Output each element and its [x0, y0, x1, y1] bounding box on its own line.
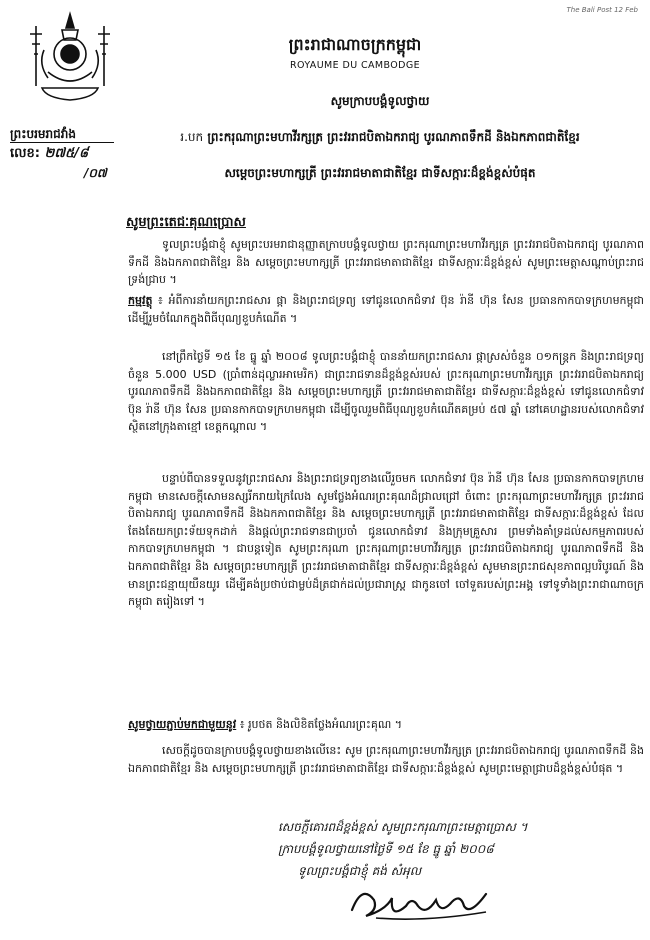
closing-line-1: សេចក្តីគោរពដ៏ខ្ពង់ខ្ពស់ សូមព្រះករុណាព្រះមេត្តាប្រោស ។ [278, 820, 528, 834]
attachment-line [128, 716, 644, 734]
attachment-text: ៖ រូបថត និងលិខិតថ្លែងអំណរព្រះគុណ ។ [239, 718, 403, 731]
reference-label: លេខ: [10, 146, 40, 161]
address-royal-titles: ព្រះករុណាព្រះមហាវីរក្សត្រ ព្រះវររាជបិតាឯករាជ្យ បូរណភាពទឹកដី និងឯកភាពជាតិខ្មែរ [207, 130, 580, 144]
salutation: សូមព្រះតេជៈគុណប្រោស [126, 215, 246, 230]
address-line-3: សម្តេចព្រះមហាក្សត្រី ព្រះវររាជមាតាជាតិខ្មែរ ជាទីសក្ការៈដ៏ខ្ពង់ខ្ពស់បំផុត [224, 166, 536, 180]
attachment-label: សូមថ្វាយភ្ជាប់មកជាមួយនូវ [128, 718, 237, 731]
corner-note: The Bali Post 12 Feb [566, 6, 638, 14]
object-paragraph [128, 292, 644, 327]
object-text: ៖ អំពីការនាំយកព្រះរាជសារ ផ្កា និងព្រះរាជទ្រព្យ ទៅជូនលោកជំទាវ ប៊ុន រ៉ានី ហ៊ុន សែន ប្រធានកាកបាទក្រហមកម្ពុជា ដើម្បីរួមចំណែកក្នុងពិធីបុណ្យខួបកំណើត ។ [128, 294, 644, 325]
reference-subnumber: /០៧ [84, 166, 107, 180]
closing-date-line: ក្រាបបង្គំទូលថ្វាយនៅថ្ងៃទី ១៥ ខែ ធ្នូ ឆ្នាំ ២០០៨ [278, 842, 494, 856]
body-paragraph-1: នៅព្រឹកថ្ងៃទី ១៥ ខែ ធ្នូ ឆ្នាំ ២០០៨ ទូលព្រះបង្គំជាខ្ញុំ បាននាំយកព្រះរាជសារ ផ្កាស្រស់ចំនួន ០១កន្ត្រក និងព្រះរាជទ្រព្យ ចំនួន 5.000 USD (ប្រាំពាន់ដុល្លារអាមេរិក) ជាព្រះរាជទានដ៏ខ្ពង់ខ្ពស់របស់ ព្រះករុណាព្រះមហាវីរក្សត្រ ព្រះវររាជបិតាឯករាជ្យ បូរណភាពទឹកដី និងឯកភាពជាតិខ្មែរ និង សម្តេចព្រះមហាក្សត្រី ព្រះវររាជមាតាជាតិខ្មែរ ជាទីសក្ការៈដ៏ខ្ពង់ខ្ពស់ ទៅជូនលោកជំទាវ ប៊ុន រ៉ានី ហ៊ុន សែន ប្រធានកាកបាទក្រហមកម្ពុជា ដើម្បីចូលរួមពិធីបុណ្យខួបកំណើតគម្រប់ ៥៧ ឆ្នាំ នៅគេហដ្ឋានរបស់លោកជំទាវ ស្ថិតនៅក្រុងតាខ្មៅ ខេត្តកណ្តាល ។ [128, 350, 644, 434]
address-line-2 [120, 128, 640, 146]
kingdom-title-khmer: ព្រះរាជាណាចក្រកម្ពុជា [288, 35, 422, 54]
reference-number [10, 145, 88, 164]
address-prefix: រ.បក [180, 130, 204, 144]
office-underline [10, 142, 114, 143]
body-paragraph-3: សេចក្តីដូចបានក្រាបបង្គំទូលថ្វាយខាងលើនេះ សូម ព្រះករុណាព្រះមហាវីរក្សត្រ ព្រះវររាជបិតាឯករាជ្យ បូរណភាពទឹកដី និងឯកភាពជាតិខ្មែរ និង សម្តេចព្រះមហាក្សត្រី ព្រះវររាជមាតាជាតិខ្មែរ ជាទីសក្ការៈដ៏ខ្ពង់ខ្ពស់ សូមព្រះមេត្តាជ្រាបដ៏ខ្ពង់ខ្ពស់បំផុត ។ [128, 744, 644, 775]
intro-paragraph: ទូលព្រះបង្គំជាខ្ញុំ សូមព្រះបរមរាជានុញ្ញាតក្រាបបង្គំទូលថ្វាយ ព្រះករុណាព្រះមហាវីរក្សត្រ ព្រះវររាជបិតាឯករាជ្យ បូរណភាពទឹកដី និងឯកភាពជាតិខ្មែរ និង សម្តេចព្រះមហាក្សត្រី ព្រះវររាជមាតាជាតិខ្មែរ ជាទីសក្ការៈដ៏ខ្ពង់ខ្ពស់ សូមព្រះមេត្តាសណ្តាប់ព្រះរាជទ្រង់ជ្រាប ។ [128, 238, 644, 287]
reference-value: ២៧៥ [44, 146, 75, 161]
office-name: ព្រះបរមរាជវាំង [10, 127, 76, 141]
address-line-1: សូមក្រាបបង្គំទូលថ្វាយ [330, 94, 430, 108]
closing-signatory-line: ទូលព្រះបង្គំជាខ្ញុំ គង់ សំអុល [298, 864, 422, 878]
royal-emblem [22, 10, 118, 106]
handwritten-signature [346, 880, 506, 926]
reference-value-tail: /៨ [74, 146, 89, 161]
body-paragraph-2: បន្ទាប់ពីបានទទួលនូវព្រះរាជសារ និងព្រះរាជទ្រព្យខាងលើរួចមក លោកជំទាវ ប៊ុន រ៉ានី ហ៊ុន សែន ប្រធានកាកបាទក្រហមកម្ពុជា មានសេចក្តីសោមនស្សរីករាយក្រៃលែង សូមថ្លែងអំណរព្រះគុណដ៏ជ្រាលជ្រៅ ចំពោះ ព្រះករុណាព្រះមហាវីរក្សត្រ ព្រះវររាជបិតាឯករាជ្យ បូរណភាពទឹកដី និងឯកភាពជាតិខ្មែរ និង សម្តេចព្រះមហាក្សត្រី ព្រះវររាជមាតាជាតិខ្មែរ ជាទីសក្ការៈដ៏ខ្ពង់ខ្ពស់ ដែលតែងតែយកព្រះទ័យទុកដាក់ និងផ្តល់ព្រះរាជទានជាប្រចាំ ជូនលោកជំទាវ និងក្រុមគ្រួសារ ព្រមទាំងគាំទ្រដល់សកម្មភាពរបស់កាកបាទក្រហមកម្ពុជា ។ ជាបន្តទៀត សូមព្រះករុណា ព្រះករុណាព្រះមហាវីរក្សត្រ ព្រះវររាជបិតាឯករាជ្យ បូរណភាពទឹកដី និងឯកភាពជាតិខ្មែរ និង សម្តេចព្រះមហាក្សត្រី ព្រះវររាជមាតាជាតិខ្មែរ ជាទីសក្ការៈដ៏ខ្ពង់ខ្ពស់ សូមមានព្រះរាជសុខភាពល្អបរិបូរណ៍ និងមានព្រះជន្មាយុយឺនយូរ ដើម្បីគង់ប្រថាប់ជាម្លប់ដ៏ត្រជាក់ដល់ប្រជារាស្ត្រ ជាកូនចៅ ចៅទួតរបស់ព្រះអង្គ ទៅទូទាំងព្រះរាជាណាចក្រកម្ពុជា តរៀងទៅ ។ [128, 472, 644, 609]
object-label: កម្មវត្ថុ [128, 294, 153, 307]
kingdom-title-french: ROYAUME DU CAMBODGE [289, 60, 421, 71]
